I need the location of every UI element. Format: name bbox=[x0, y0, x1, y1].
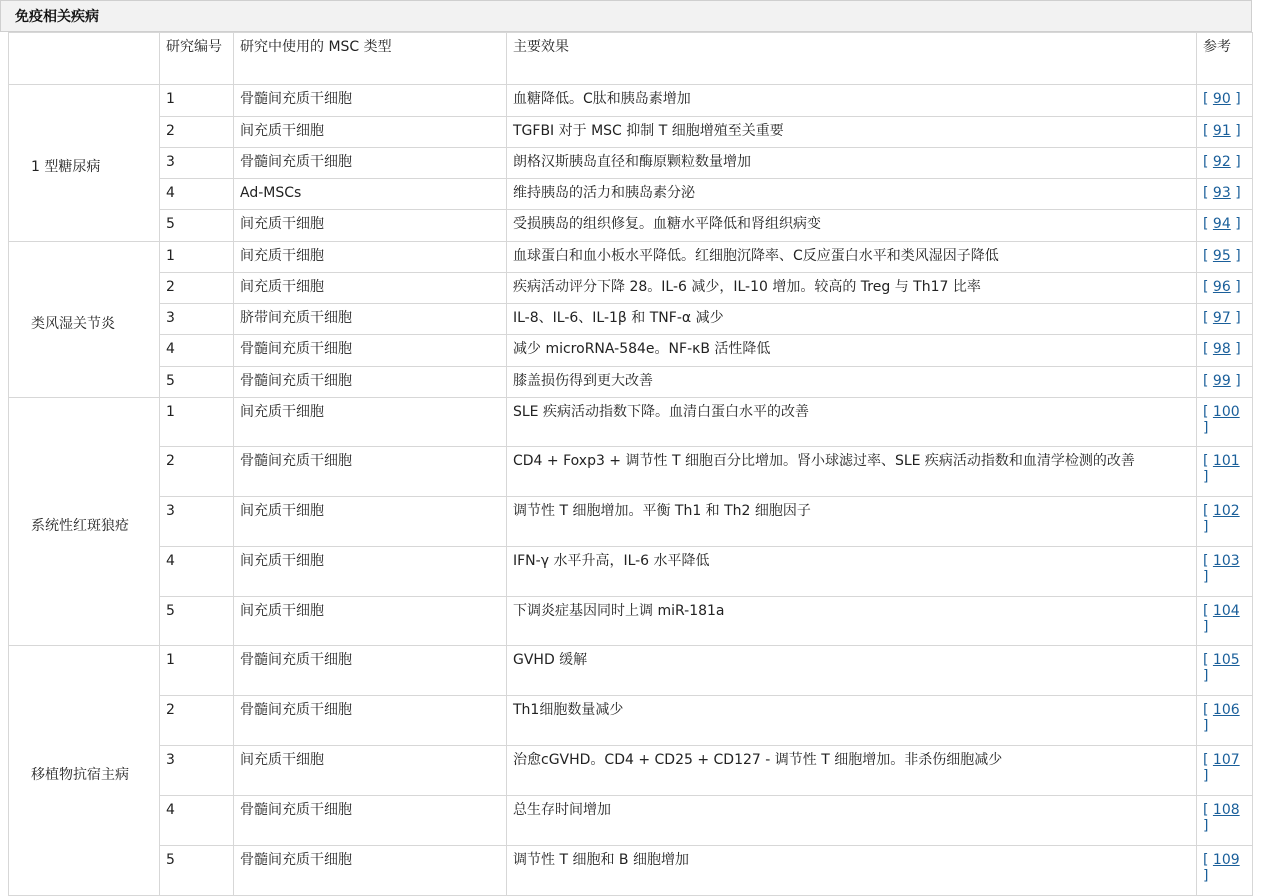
main-effect-cell bbox=[507, 547, 1197, 597]
main-effect-cell bbox=[507, 117, 1197, 148]
reference-link[interactable]: 102 bbox=[1212, 503, 1240, 519]
msc-type: 间充质干细胞 bbox=[240, 553, 324, 569]
msc-type: 间充质干细胞 bbox=[240, 279, 324, 295]
reference-cell bbox=[1197, 148, 1253, 179]
study-number-cell bbox=[160, 597, 234, 646]
msc-type: 骨髓间充质干细胞 bbox=[240, 802, 352, 818]
reference-cell bbox=[1197, 179, 1253, 210]
bracket-open: [ bbox=[1203, 652, 1213, 668]
reference-link[interactable]: 101 bbox=[1212, 453, 1240, 469]
main-effect-cell bbox=[507, 304, 1197, 335]
table-row bbox=[9, 497, 1253, 547]
msc-type: 骨髓间充质干细胞 bbox=[240, 373, 352, 389]
msc-type-cell bbox=[234, 210, 507, 242]
main-effect: 减少 microRNA-584e。NF-κB 活性降低 bbox=[513, 341, 771, 357]
main-effect: IL-8、IL-6、IL-1β 和 TNF-α 减少 bbox=[513, 310, 724, 326]
main-effect-cell bbox=[507, 335, 1197, 367]
study-number: 2 bbox=[166, 453, 175, 469]
bracket-open: [ bbox=[1203, 123, 1213, 139]
table-row bbox=[9, 597, 1253, 646]
main-effect-cell bbox=[507, 210, 1197, 242]
bracket-open: [ bbox=[1203, 603, 1213, 619]
bracket-close: ] bbox=[1203, 569, 1209, 585]
disease-cell bbox=[9, 398, 160, 646]
bracket-open: [ bbox=[1203, 802, 1213, 818]
study-number-cell bbox=[160, 646, 234, 696]
main-effect: 下调炎症基因同时上调 miR-181a bbox=[513, 603, 725, 619]
header-cell-disease bbox=[9, 33, 160, 85]
msc-type-cell bbox=[234, 846, 507, 896]
reference-cell bbox=[1197, 796, 1253, 846]
reference-link[interactable]: 99 bbox=[1212, 373, 1231, 389]
main-effect: Th1细胞数量减少 bbox=[513, 702, 624, 718]
main-effect-cell bbox=[507, 846, 1197, 896]
main-effect: 维持胰岛的活力和胰岛素分泌 bbox=[513, 185, 695, 201]
main-effect-cell bbox=[507, 148, 1197, 179]
reference-cell bbox=[1197, 210, 1253, 242]
bracket-open: [ bbox=[1203, 341, 1213, 357]
bracket-close: ] bbox=[1230, 279, 1241, 295]
msc-type: 脐带间充质干细胞 bbox=[240, 310, 352, 326]
main-effect: 疾病活动评分下降 28。IL-6 减少，IL-10 增加。较高的 Treg 与 Th17 比率 bbox=[513, 279, 981, 295]
reference-link[interactable]: 108 bbox=[1212, 802, 1240, 818]
study-number: 2 bbox=[166, 279, 175, 295]
reference-cell bbox=[1197, 447, 1253, 497]
study-number-cell bbox=[160, 304, 234, 335]
bracket-close: ] bbox=[1203, 868, 1209, 884]
bracket-open: [ bbox=[1203, 373, 1213, 389]
main-effect-cell bbox=[507, 646, 1197, 696]
reference-link[interactable]: 92 bbox=[1212, 154, 1231, 170]
study-number-cell bbox=[160, 367, 234, 398]
bracket-open: [ bbox=[1203, 154, 1213, 170]
table-row bbox=[9, 85, 1253, 117]
study-number-cell bbox=[160, 547, 234, 597]
study-number: 1 bbox=[166, 248, 175, 264]
table-row bbox=[9, 696, 1253, 746]
msc-type: 骨髓间充质干细胞 bbox=[240, 91, 352, 107]
main-effect-cell bbox=[507, 597, 1197, 646]
reference-link[interactable]: 96 bbox=[1212, 279, 1231, 295]
main-effect: TGFBI 对于 MSC 抑制 T 细胞增殖至关重要 bbox=[513, 123, 784, 139]
disease-cell bbox=[9, 646, 160, 896]
msc-type-cell bbox=[234, 497, 507, 547]
msc-type: 骨髓间充质干细胞 bbox=[240, 154, 352, 170]
main-effect: 治愈cGVHD。CD4 + CD25 + CD127 - 调节性 T 细胞增加。非杀伤细胞减少 bbox=[513, 752, 1003, 768]
reference-cell bbox=[1197, 497, 1253, 547]
study-number: 5 bbox=[166, 852, 175, 868]
study-number: 1 bbox=[166, 91, 175, 107]
msc-type: 骨髓间充质干细胞 bbox=[240, 453, 352, 469]
disease-cell bbox=[9, 242, 160, 398]
bracket-close: ] bbox=[1203, 519, 1209, 535]
main-effect-cell bbox=[507, 497, 1197, 547]
study-number: 3 bbox=[166, 503, 175, 519]
msc-type-cell bbox=[234, 273, 507, 304]
main-effect: GVHD 缓解 bbox=[513, 652, 588, 668]
main-effect-cell bbox=[507, 273, 1197, 304]
study-number: 4 bbox=[166, 802, 175, 818]
msc-type-cell bbox=[234, 447, 507, 497]
main-effect-cell bbox=[507, 398, 1197, 447]
bracket-close: ] bbox=[1230, 154, 1241, 170]
msc-type-cell bbox=[234, 117, 507, 148]
reference-link[interactable]: 103 bbox=[1212, 553, 1240, 569]
reference-link[interactable]: 109 bbox=[1212, 852, 1240, 868]
bracket-close: ] bbox=[1230, 185, 1241, 201]
study-number: 3 bbox=[166, 154, 175, 170]
bracket-close: ] bbox=[1230, 341, 1241, 357]
bracket-open: [ bbox=[1203, 852, 1213, 868]
reference-link[interactable]: 106 bbox=[1212, 702, 1240, 718]
main-effect-cell bbox=[507, 242, 1197, 273]
reference-cell bbox=[1197, 597, 1253, 646]
study-number: 5 bbox=[166, 216, 175, 232]
main-effect: 血球蛋白和血小板水平降低。红细胞沉降率、C反应蛋白水平和类风湿因子降低 bbox=[513, 248, 999, 264]
bracket-close: ] bbox=[1203, 668, 1209, 684]
msc-type: 间充质干细胞 bbox=[240, 404, 324, 420]
bracket-close: ] bbox=[1203, 469, 1209, 485]
main-effect: SLE 疾病活动指数下降。血清白蛋白水平的改善 bbox=[513, 404, 809, 420]
msc-type: 间充质干细胞 bbox=[240, 752, 324, 768]
main-effect: 受损胰岛的组织修复。血糖水平降低和肾组织病变 bbox=[513, 216, 821, 232]
msc-type-cell bbox=[234, 746, 507, 796]
table-row bbox=[9, 367, 1253, 398]
reference-link[interactable]: 94 bbox=[1212, 216, 1231, 232]
msc-type-cell bbox=[234, 696, 507, 746]
bracket-close: ] bbox=[1203, 619, 1209, 635]
table-row bbox=[9, 335, 1253, 367]
main-effect: 总生存时间增加 bbox=[513, 802, 611, 818]
study-number-cell bbox=[160, 846, 234, 896]
study-number-cell bbox=[160, 242, 234, 273]
bracket-open: [ bbox=[1203, 752, 1213, 768]
reference-link[interactable]: 93 bbox=[1212, 185, 1231, 201]
main-effect-cell bbox=[507, 796, 1197, 846]
study-number: 3 bbox=[166, 752, 175, 768]
study-number: 2 bbox=[166, 123, 175, 139]
table-row bbox=[9, 746, 1253, 796]
msc-type: 骨髓间充质干细胞 bbox=[240, 341, 352, 357]
main-effect: 膝盖损伤得到更大改善 bbox=[513, 373, 653, 389]
study-number-cell bbox=[160, 696, 234, 746]
disease-label: 系统性红斑狼疮 bbox=[31, 517, 129, 534]
reference-cell bbox=[1197, 367, 1253, 398]
bracket-open: [ bbox=[1203, 310, 1213, 326]
study-number: 5 bbox=[166, 603, 175, 619]
msc-type: 间充质干细胞 bbox=[240, 123, 324, 139]
msc-type-cell bbox=[234, 304, 507, 335]
msc-type: 骨髓间充质干细胞 bbox=[240, 702, 352, 718]
main-effect: IFN-γ 水平升高，IL-6 水平降低 bbox=[513, 553, 710, 569]
bracket-open: [ bbox=[1203, 453, 1213, 469]
disease-label: 移植物抗宿主病 bbox=[31, 766, 129, 783]
reference-cell bbox=[1197, 846, 1253, 896]
header-row bbox=[9, 33, 1253, 85]
msc-type-cell bbox=[234, 85, 507, 117]
msc-type: 间充质干细胞 bbox=[240, 603, 324, 619]
bracket-close: ] bbox=[1230, 91, 1241, 107]
study-number: 5 bbox=[166, 373, 175, 389]
main-effect: CD4 + Foxp3 + 调节性 T 细胞百分比增加。肾小球滤过率、SLE 疾病活动指数和血清学检测的改善 bbox=[513, 453, 1135, 469]
table-row bbox=[9, 210, 1253, 242]
reference-link[interactable]: 98 bbox=[1212, 341, 1231, 357]
table-row bbox=[9, 304, 1253, 335]
msc-type-cell bbox=[234, 597, 507, 646]
reference-cell bbox=[1197, 273, 1253, 304]
header-cell-msc-type: 研究中使用的 MSC 类型 bbox=[234, 33, 507, 85]
bracket-close: ] bbox=[1230, 310, 1241, 326]
bracket-open: [ bbox=[1203, 248, 1213, 264]
study-number-cell bbox=[160, 398, 234, 447]
msc-type: 间充质干细胞 bbox=[240, 216, 324, 232]
study-number-cell bbox=[160, 796, 234, 846]
msc-type-cell bbox=[234, 646, 507, 696]
main-effect: 调节性 T 细胞和 B 细胞增加 bbox=[513, 852, 689, 868]
msc-type-cell bbox=[234, 179, 507, 210]
bracket-close: ] bbox=[1230, 216, 1241, 232]
msc-type-cell bbox=[234, 367, 507, 398]
bracket-open: [ bbox=[1203, 702, 1213, 718]
header-cell-ref: 参考 bbox=[1197, 33, 1253, 85]
msc-type: 骨髓间充质干细胞 bbox=[240, 852, 352, 868]
bracket-close: ] bbox=[1203, 818, 1209, 834]
msc-type-cell bbox=[234, 547, 507, 597]
table-row bbox=[9, 846, 1253, 896]
msc-type: Ad-MSCs bbox=[240, 185, 302, 201]
reference-link[interactable]: 90 bbox=[1212, 91, 1231, 107]
main-effect-cell bbox=[507, 179, 1197, 210]
msc-type-cell bbox=[234, 148, 507, 179]
study-number-cell bbox=[160, 148, 234, 179]
table-row bbox=[9, 117, 1253, 148]
study-number: 2 bbox=[166, 702, 175, 718]
bracket-open: [ bbox=[1203, 185, 1213, 201]
bracket-close: ] bbox=[1203, 420, 1209, 436]
bracket-close: ] bbox=[1230, 248, 1241, 264]
table-row bbox=[9, 398, 1253, 447]
bracket-close: ] bbox=[1230, 373, 1241, 389]
bracket-close: ] bbox=[1203, 718, 1209, 734]
table-row bbox=[9, 179, 1253, 210]
main-effect: 血糖降低。C肽和胰岛素增加 bbox=[513, 91, 691, 107]
msc-type-cell bbox=[234, 398, 507, 447]
bracket-open: [ bbox=[1203, 503, 1213, 519]
reference-cell bbox=[1197, 242, 1253, 273]
table-row bbox=[9, 273, 1253, 304]
disease-cell bbox=[9, 85, 160, 242]
msc-type-cell bbox=[234, 242, 507, 273]
msc-type: 骨髓间充质干细胞 bbox=[240, 652, 352, 668]
main-effect-cell bbox=[507, 367, 1197, 398]
header-cell-effect: 主要效果 bbox=[507, 33, 1197, 85]
reference-cell bbox=[1197, 85, 1253, 117]
reference-link[interactable]: 100 bbox=[1212, 404, 1240, 420]
main-effect-cell bbox=[507, 746, 1197, 796]
bracket-close: ] bbox=[1203, 768, 1209, 784]
reference-link[interactable]: 105 bbox=[1212, 652, 1240, 668]
bracket-open: [ bbox=[1203, 553, 1213, 569]
table-row bbox=[9, 547, 1253, 597]
study-number: 4 bbox=[166, 553, 175, 569]
bracket-open: [ bbox=[1203, 216, 1213, 232]
study-number-cell bbox=[160, 210, 234, 242]
table-title: 免疫相关疾病 bbox=[0, 0, 1252, 32]
study-number: 1 bbox=[166, 404, 175, 420]
msc-type: 间充质干细胞 bbox=[240, 503, 324, 519]
study-number-cell bbox=[160, 497, 234, 547]
study-number-cell bbox=[160, 117, 234, 148]
reference-cell bbox=[1197, 304, 1253, 335]
reference-cell bbox=[1197, 646, 1253, 696]
main-effect-cell bbox=[507, 696, 1197, 746]
study-number: 1 bbox=[166, 652, 175, 668]
msc-type-cell bbox=[234, 796, 507, 846]
main-effect: 朗格汉斯胰岛直径和酶原颗粒数量增加 bbox=[513, 154, 751, 170]
study-number: 3 bbox=[166, 310, 175, 326]
reference-link[interactable]: 91 bbox=[1212, 123, 1231, 139]
table-row bbox=[9, 148, 1253, 179]
bracket-open: [ bbox=[1203, 279, 1213, 295]
reference-link[interactable]: 104 bbox=[1212, 603, 1240, 619]
main-effect: 调节性 T 细胞增加。平衡 Th1 和 Th2 细胞因子 bbox=[513, 503, 811, 519]
msc-type-cell bbox=[234, 335, 507, 367]
disease-label: 1 型糖尿病 bbox=[31, 159, 101, 175]
reference-cell bbox=[1197, 746, 1253, 796]
table-row bbox=[9, 242, 1253, 273]
table-row bbox=[9, 796, 1253, 846]
table-row bbox=[9, 447, 1253, 497]
study-number-cell bbox=[160, 447, 234, 497]
study-number: 4 bbox=[166, 341, 175, 357]
reference-cell bbox=[1197, 335, 1253, 367]
reference-link[interactable]: 95 bbox=[1212, 248, 1231, 264]
immune-disease-table bbox=[8, 32, 1253, 896]
msc-type: 间充质干细胞 bbox=[240, 248, 324, 264]
main-effect-cell bbox=[507, 447, 1197, 497]
bracket-open: [ bbox=[1203, 404, 1213, 420]
header-cell-study-no: 研究编号 bbox=[160, 33, 234, 85]
bracket-open: [ bbox=[1203, 91, 1213, 107]
reference-link[interactable]: 97 bbox=[1212, 310, 1231, 326]
study-number-cell bbox=[160, 179, 234, 210]
study-number-cell bbox=[160, 273, 234, 304]
bracket-close: ] bbox=[1230, 123, 1241, 139]
study-number-cell bbox=[160, 335, 234, 367]
reference-cell bbox=[1197, 547, 1253, 597]
study-number-cell bbox=[160, 746, 234, 796]
main-effect-cell bbox=[507, 85, 1197, 117]
reference-link[interactable]: 107 bbox=[1212, 752, 1240, 768]
disease-label: 类风湿关节炎 bbox=[31, 315, 115, 332]
reference-cell bbox=[1197, 696, 1253, 746]
study-number-cell bbox=[160, 85, 234, 117]
study-number: 4 bbox=[166, 185, 175, 201]
reference-cell bbox=[1197, 117, 1253, 148]
reference-cell bbox=[1197, 398, 1253, 447]
table-row bbox=[9, 646, 1253, 696]
